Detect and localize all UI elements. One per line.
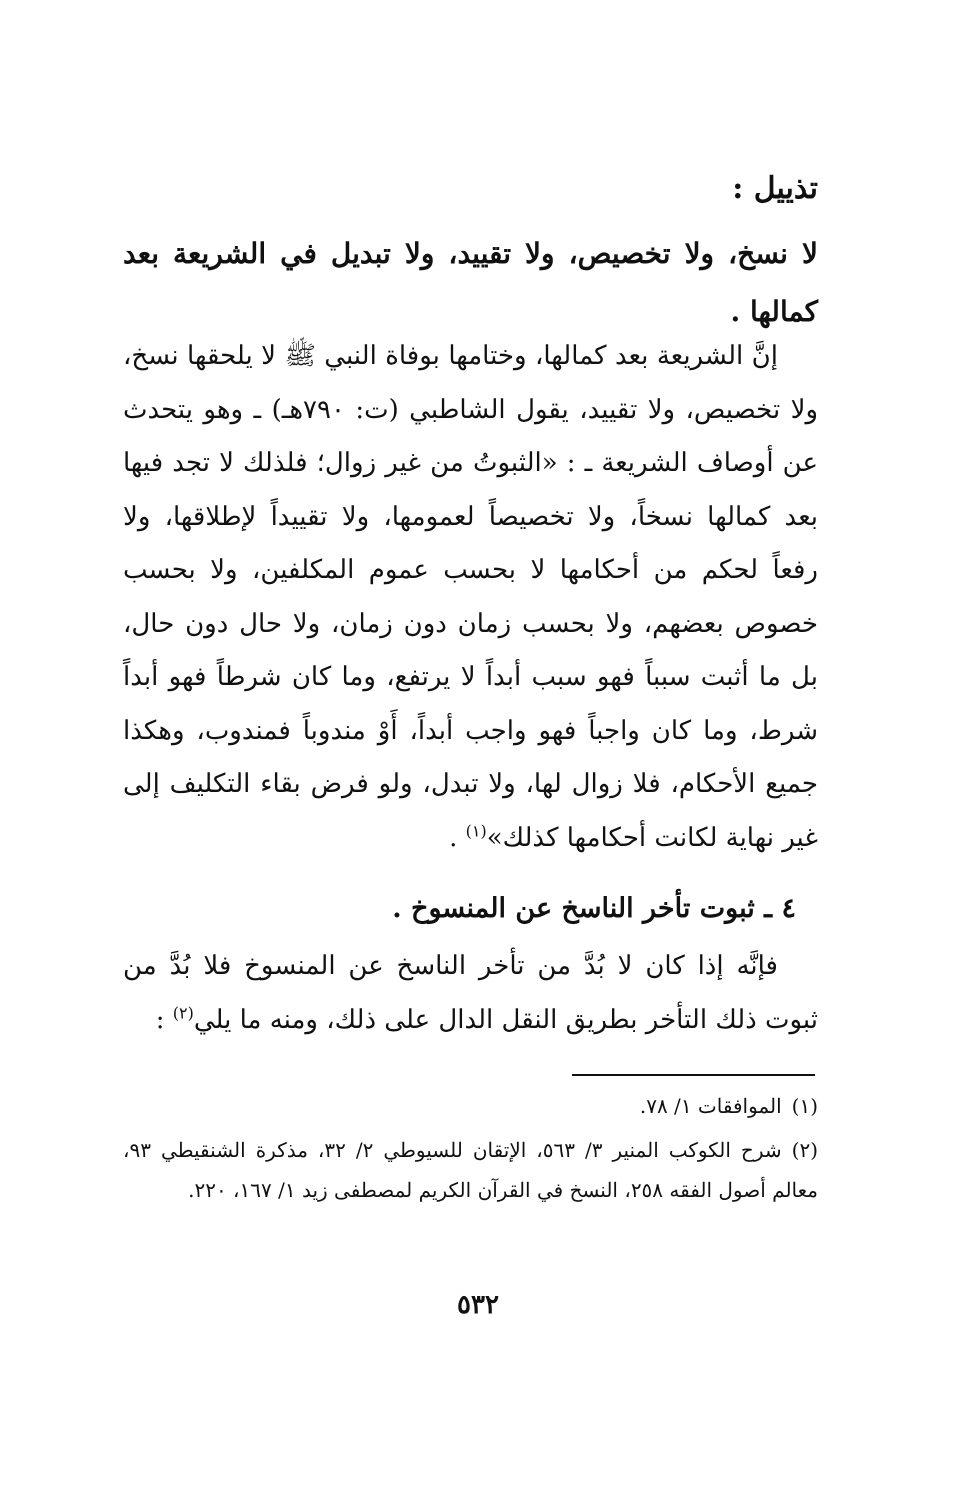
footnote-divider — [572, 1074, 815, 1076]
paragraph-abrogation-order — [123, 940, 818, 1047]
footnote-reference[interactable]: (٢) — [172, 1002, 194, 1022]
numbered-subheading: ٤ ـ ثبوت تأخر الناسخ عن المنسوخ . — [392, 893, 796, 924]
footnote-item — [123, 1086, 818, 1126]
paragraph-shatibi-quote — [123, 330, 818, 865]
paragraph-text: فإنَّه إذا كان لا بُدَّ من تأخر الناسخ عن المنسوخ فلا بُدَّ من ثبوت ذلك التأخر بطريق النقل الدال على ذلك، ومنه ما يلي — [123, 951, 818, 1035]
footnote-text: الموافقات ١/ ٧٨. — [639, 1094, 782, 1118]
footnote-number: (١) — [791, 1094, 818, 1118]
footnote-item — [123, 1130, 818, 1210]
footnote-number: (٢) — [791, 1138, 819, 1162]
paragraph-ending: : — [155, 1004, 173, 1035]
paragraph-ending: . — [449, 822, 466, 853]
footnote-reference[interactable]: (١) — [465, 820, 487, 840]
paragraph-text: إنَّ الشريعة بعد كمالها، وختامها بوفاة النبي ﷺ لا يلحقها نسخ، ولا تخصيص، ولا تقييد، يقول الشاطبي (ت: ٧٩٠هـ) ـ وهو يتحدث عن أوصاف الشريعة ـ : «الثبوتُ من غير زوال؛ فلذلك لا تجد فيها بعد كمالها نسخاً، ولا تخصيصاً لعمومها، ولا تقييداً لإطلاقها، ولا رفعاً لحكم من أحكامها لا بحسب عموم المكلفين، ولا بحسب خصوص بعضهم، ولا بحسب زمان دون زمان، ولا حال دون حال، بل ما أثبت سبباً فهو سبب أبداً لا يرتفع، وما كان شرطاً فهو أبداً شرط، وما كان واجباً فهو واجب أبداً، أَوْ مندوباً فمندوب، وهكذا جميع الأحكام، فلا زوال لها، ولا تبدل، ولو فرض بقاء التكليف إلى غير نهاية لكانت أحكامها كذلك» — [123, 341, 818, 853]
page-number: ٥٣٢ — [457, 1290, 499, 1320]
footnote-text: شرح الكوكب المنير ٣/ ٥٦٣، الإتقان للسيوطي ٢/ ٣٢، مذكرة الشنقيطي ٩٣، معالم أصول الفقه ٢٥٨، النسخ في القرآن الكريم لمصطفى زيد ١/ ١٦٧، ٢٢٠. — [123, 1138, 818, 1202]
section-heading: تذييل : — [732, 171, 818, 206]
lead-statement: لا نسخ، ولا تخصيص، ولا تقييد، ولا تبديل في الشريعة بعد كمالها . — [123, 237, 818, 328]
